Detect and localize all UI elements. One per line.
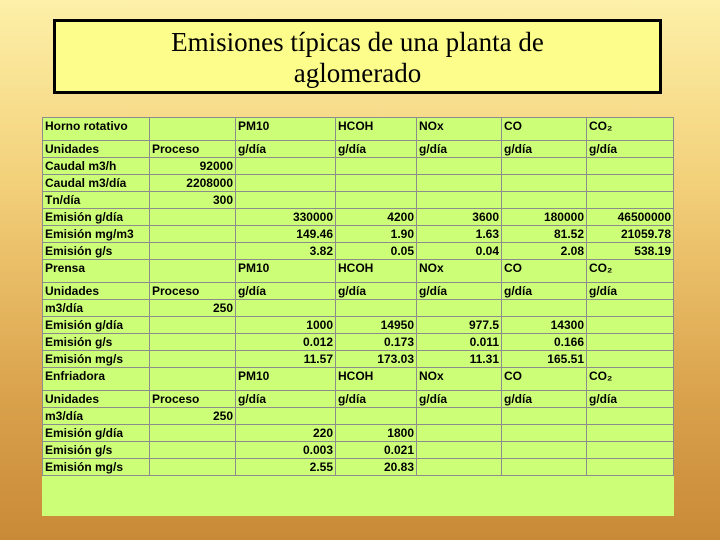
table-cell-pm10: [236, 408, 336, 425]
table-cell-co2: g/día: [587, 141, 674, 158]
table-cell-co: [502, 408, 587, 425]
table-cell-proceso: Proceso: [150, 141, 236, 158]
table-cell-pm10: 0.003: [236, 442, 336, 459]
table-row: [43, 260, 674, 283]
table-cell-co2: CO₂: [587, 118, 674, 141]
table-cell-pm10: 11.57: [236, 351, 336, 368]
table-cell-nox: [417, 425, 502, 442]
table-cell-proceso: Proceso: [150, 391, 236, 408]
table-cell-hcoh: HCOH: [336, 260, 417, 283]
table-cell-co: 0.166: [502, 334, 587, 351]
table-cell-proceso: [150, 118, 236, 141]
table-cell-pm10: g/día: [236, 141, 336, 158]
table-cell-co: [502, 300, 587, 317]
table-cell-label: Emisión mg/s: [43, 351, 150, 368]
table-cell-proceso: [150, 317, 236, 334]
table-cell-nox: 1.63: [417, 226, 502, 243]
table-cell-pm10: [236, 175, 336, 192]
table-row: [43, 175, 674, 192]
table-cell-proceso: Proceso: [150, 283, 236, 300]
table-cell-co2: 538.19: [587, 243, 674, 260]
table-cell-co: 165.51: [502, 351, 587, 368]
table-cell-hcoh: [336, 408, 417, 425]
table-cell-hcoh: 0.021: [336, 442, 417, 459]
table-cell-proceso: [150, 425, 236, 442]
table-cell-hcoh: 1.90: [336, 226, 417, 243]
table-cell-nox: [417, 175, 502, 192]
title-line-2: aglomerado: [293, 58, 422, 88]
table-cell-proceso: [150, 334, 236, 351]
table-cell-pm10: g/día: [236, 391, 336, 408]
table-cell-hcoh: 4200: [336, 209, 417, 226]
table-cell-co: 180000: [502, 209, 587, 226]
table-cell-co2: CO₂: [587, 260, 674, 283]
table-cell-co: CO: [502, 118, 587, 141]
table-cell-co2: [587, 317, 674, 334]
table-cell-nox: NOx: [417, 118, 502, 141]
table-cell-nox: g/día: [417, 141, 502, 158]
table-cell-label: Tn/día: [43, 192, 150, 209]
table-cell-nox: NOx: [417, 260, 502, 283]
table-cell-proceso: [150, 260, 236, 283]
title-line-1: Emisiones típicas de una planta de: [171, 27, 544, 57]
table-cell-label: Caudal m3/h: [43, 158, 150, 175]
table-cell-nox: [417, 300, 502, 317]
table-cell-nox: [417, 158, 502, 175]
table-cell-pm10: PM10: [236, 260, 336, 283]
table-cell-co: g/día: [502, 141, 587, 158]
table-row: [43, 408, 674, 425]
table-row: [43, 158, 674, 175]
table-cell-nox: 3600: [417, 209, 502, 226]
table-row: [43, 243, 674, 260]
table-cell-proceso: [150, 226, 236, 243]
table-cell-label: Emisión g/día: [43, 209, 150, 226]
table-cell-hcoh: 14950: [336, 317, 417, 334]
slide-title: [53, 19, 662, 94]
table-cell-hcoh: g/día: [336, 141, 417, 158]
table-cell-co: g/día: [502, 391, 587, 408]
table-cell-proceso: 250: [150, 408, 236, 425]
table-cell-co: [502, 175, 587, 192]
table-cell-nox: 0.04: [417, 243, 502, 260]
table-cell-co2: 21059.78: [587, 226, 674, 243]
table-cell-proceso: [150, 368, 236, 391]
table-row: [43, 391, 674, 408]
table-row: [43, 425, 674, 442]
table-cell-label: Emisión g/s: [43, 334, 150, 351]
table-cell-pm10: 330000: [236, 209, 336, 226]
table-cell-co2: [587, 158, 674, 175]
table-cell-proceso: 2208000: [150, 175, 236, 192]
table-cell-co2: g/día: [587, 391, 674, 408]
table-cell-pm10: 149.46: [236, 226, 336, 243]
table-cell-hcoh: g/día: [336, 283, 417, 300]
table-cell-proceso: 250: [150, 300, 236, 317]
table-cell-co2: [587, 408, 674, 425]
table-cell-label: m3/día: [43, 408, 150, 425]
table-cell-hcoh: g/día: [336, 391, 417, 408]
table-cell-nox: NOx: [417, 368, 502, 391]
table-cell-co2: [587, 425, 674, 442]
table-cell-label: Unidades: [43, 141, 150, 158]
table-cell-pm10: [236, 192, 336, 209]
table-cell-co: 2.08: [502, 243, 587, 260]
table-cell-proceso: 92000: [150, 158, 236, 175]
table-row: [43, 300, 674, 317]
table-row: [43, 459, 674, 476]
table-cell-co2: g/día: [587, 283, 674, 300]
table-cell-label: Emisión mg/m3: [43, 226, 150, 243]
table-cell-label: Horno rotativo: [43, 118, 150, 141]
table-cell-proceso: [150, 351, 236, 368]
table-cell-label: Emisión g/día: [43, 317, 150, 334]
table-cell-co2: [587, 459, 674, 476]
table-cell-hcoh: HCOH: [336, 368, 417, 391]
table-cell-co: CO: [502, 260, 587, 283]
table-cell-co: [502, 459, 587, 476]
table-row: [43, 192, 674, 209]
table-cell-label: Emisión g/s: [43, 243, 150, 260]
table-cell-pm10: 220: [236, 425, 336, 442]
table-cell-co: [502, 192, 587, 209]
table-row: [43, 141, 674, 158]
table-cell-pm10: PM10: [236, 118, 336, 141]
table-cell-proceso: [150, 459, 236, 476]
table-row: [43, 226, 674, 243]
table-cell-co: 81.52: [502, 226, 587, 243]
table-cell-hcoh: 173.03: [336, 351, 417, 368]
table-cell-nox: g/día: [417, 391, 502, 408]
table-row: [43, 334, 674, 351]
table-cell-co2: [587, 192, 674, 209]
table-cell-co2: [587, 442, 674, 459]
table-cell-hcoh: 20.83: [336, 459, 417, 476]
table-cell-co: CO: [502, 368, 587, 391]
table-cell-label: Unidades: [43, 283, 150, 300]
table-cell-pm10: 0.012: [236, 334, 336, 351]
table-cell-pm10: 2.55: [236, 459, 336, 476]
table-cell-co2: [587, 351, 674, 368]
table-cell-label: Emisión g/día: [43, 425, 150, 442]
table-cell-nox: [417, 192, 502, 209]
table-cell-co: 14300: [502, 317, 587, 334]
table-cell-pm10: g/día: [236, 283, 336, 300]
table-cell-co2: [587, 175, 674, 192]
table-cell-nox: g/día: [417, 283, 502, 300]
table-cell-nox: [417, 442, 502, 459]
table-cell-co2: [587, 334, 674, 351]
table-cell-hcoh: [336, 192, 417, 209]
table-cell-hcoh: [336, 175, 417, 192]
table-cell-co2: CO₂: [587, 368, 674, 391]
table-row: [43, 368, 674, 391]
table-cell-nox: 0.011: [417, 334, 502, 351]
table-cell-label: Enfriadora: [43, 368, 150, 391]
table-cell-co: [502, 158, 587, 175]
table-cell-pm10: [236, 300, 336, 317]
table-cell-label: Prensa: [43, 260, 150, 283]
table-cell-nox: [417, 459, 502, 476]
table-cell-hcoh: HCOH: [336, 118, 417, 141]
table-cell-co: g/día: [502, 283, 587, 300]
table-cell-nox: 11.31: [417, 351, 502, 368]
table-cell-pm10: 3.82: [236, 243, 336, 260]
table-cell-co2: [587, 300, 674, 317]
table-row: [43, 442, 674, 459]
table-cell-pm10: [236, 158, 336, 175]
table-cell-pm10: 1000: [236, 317, 336, 334]
table-cell-hcoh: [336, 158, 417, 175]
emissions-sheet: [42, 117, 674, 516]
table-cell-proceso: [150, 442, 236, 459]
table-row: [43, 351, 674, 368]
table-cell-nox: [417, 408, 502, 425]
table-row: [43, 283, 674, 300]
table-cell-co2: 46500000: [587, 209, 674, 226]
table-cell-co: [502, 442, 587, 459]
table-cell-hcoh: 1800: [336, 425, 417, 442]
table-cell-label: Emisión g/s: [43, 442, 150, 459]
table-cell-co: [502, 425, 587, 442]
table-row: [43, 118, 674, 141]
table-cell-proceso: [150, 243, 236, 260]
table-cell-hcoh: [336, 300, 417, 317]
table-cell-hcoh: 0.173: [336, 334, 417, 351]
table-cell-label: Unidades: [43, 391, 150, 408]
table-row: [43, 317, 674, 334]
table-cell-label: m3/día: [43, 300, 150, 317]
table-cell-pm10: PM10: [236, 368, 336, 391]
table-row: [43, 209, 674, 226]
table-cell-nox: 977.5: [417, 317, 502, 334]
table-cell-label: Caudal m3/día: [43, 175, 150, 192]
table-cell-proceso: 300: [150, 192, 236, 209]
emissions-table: [42, 117, 674, 476]
table-cell-label: Emisión mg/s: [43, 459, 150, 476]
table-cell-proceso: [150, 209, 236, 226]
table-cell-hcoh: 0.05: [336, 243, 417, 260]
